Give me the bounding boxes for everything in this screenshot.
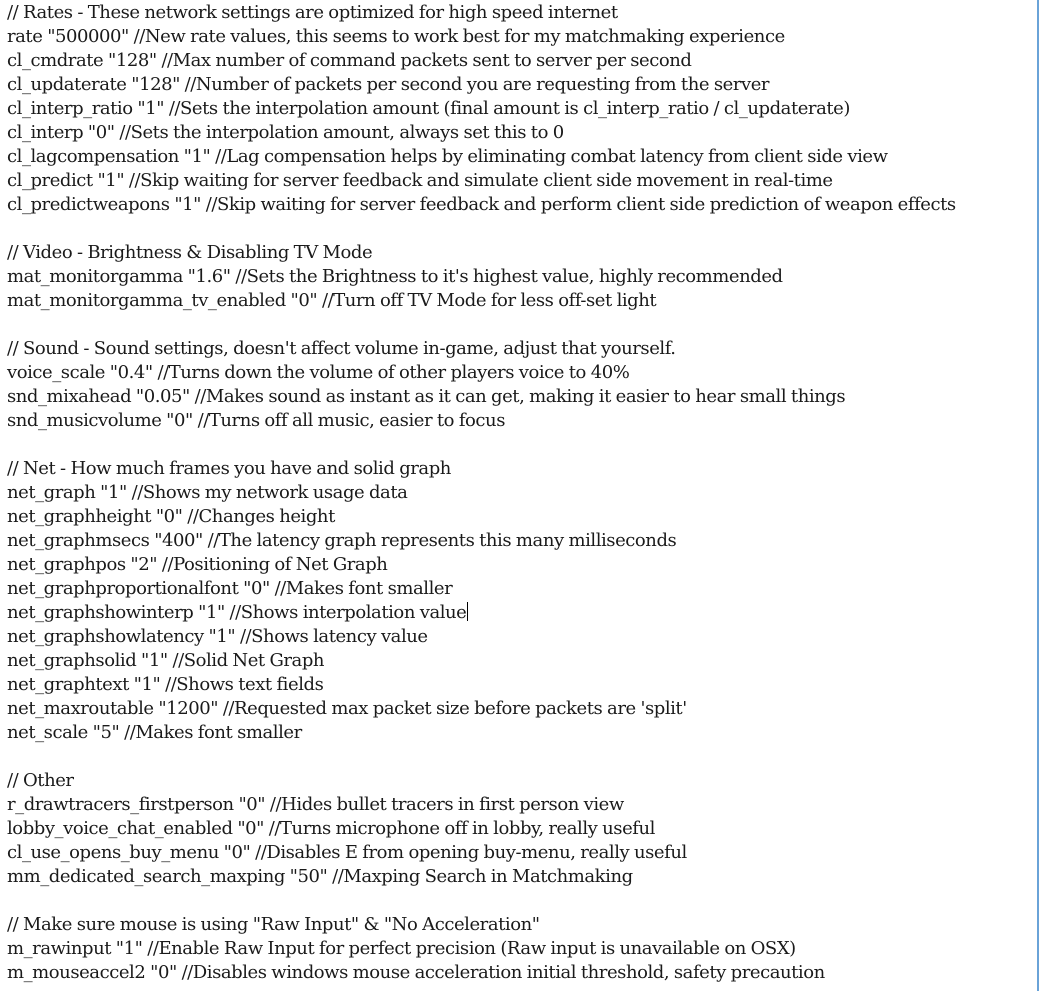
comment-line[interactable] <box>7 1 1037 25</box>
config-line[interactable] <box>7 841 1037 865</box>
config-line[interactable] <box>7 409 1037 433</box>
comment-line[interactable] <box>7 241 1037 265</box>
config-line[interactable] <box>7 865 1037 889</box>
line-text: net_graphmsecs "400" //The latency graph represents this many milliseconds <box>7 530 677 551</box>
line-text: cl_use_opens_buy_menu "0" //Disables E from opening buy-menu, really useful <box>7 842 687 863</box>
blank-line[interactable] <box>7 433 1037 457</box>
blank-line[interactable] <box>7 217 1037 241</box>
line-text: net_graph "1" //Shows my network usage data <box>7 482 408 503</box>
blank-line[interactable] <box>7 889 1037 913</box>
line-text: cl_cmdrate "128" //Max number of command packets sent to server per second <box>7 50 692 71</box>
config-line[interactable] <box>7 937 1037 961</box>
line-text: net_scale "5" //Makes font smaller <box>7 722 302 743</box>
config-line[interactable] <box>7 169 1037 193</box>
line-text: // Net - How much frames you have and solid graph <box>7 458 451 479</box>
blank-line[interactable] <box>7 313 1037 337</box>
line-text: r_drawtracers_firstperson "0" //Hides bullet tracers in first person view <box>7 794 624 815</box>
config-line[interactable] <box>7 673 1037 697</box>
comment-line[interactable] <box>7 913 1037 937</box>
line-text: net_graphshowlatency "1" //Shows latency value <box>7 626 428 647</box>
config-line[interactable] <box>7 265 1037 289</box>
line-text: snd_musicvolume "0" //Turns off all music, easier to focus <box>7 410 505 431</box>
line-text: cl_interp "0" //Sets the interpolation amount, always set this to 0 <box>7 122 564 143</box>
config-line[interactable] <box>7 577 1037 601</box>
line-text: // Video - Brightness & Disabling TV Mode <box>7 242 373 263</box>
line-text: voice_scale "0.4" //Turns down the volume of other players voice to 40% <box>7 362 630 383</box>
line-text: lobby_voice_chat_enabled "0" //Turns microphone off in lobby, really useful <box>7 818 655 839</box>
config-line[interactable] <box>7 961 1037 985</box>
config-line[interactable] <box>7 817 1037 841</box>
line-text: cl_interp_ratio "1" //Sets the interpolation amount (final amount is cl_interp_ratio / cl_updaterate) <box>7 98 850 119</box>
line-text: cl_predictweapons "1" //Skip waiting for server feedback and perform client side prediction of weapon effects <box>7 194 956 215</box>
line-text: cl_updaterate "128" //Number of packets per second you are requesting from the server <box>7 74 770 95</box>
comment-line[interactable] <box>7 457 1037 481</box>
config-line[interactable] <box>7 505 1037 529</box>
config-line[interactable] <box>7 697 1037 721</box>
text-caret <box>467 602 468 621</box>
line-text: net_graphtext "1" //Shows text fields <box>7 674 324 695</box>
line-text: // Other <box>7 770 74 791</box>
line-text: // Rates - These network settings are optimized for high speed internet <box>7 2 618 23</box>
config-line[interactable] <box>7 625 1037 649</box>
line-text: cl_lagcompensation "1" //Lag compensation helps by eliminating combat latency from client side view <box>7 146 888 167</box>
comment-line[interactable] <box>7 769 1037 793</box>
config-line[interactable] <box>7 361 1037 385</box>
line-text: m_mouseaccel2 "0" //Disables windows mouse acceleration initial threshold, safety precaution <box>7 962 825 983</box>
config-line[interactable] <box>7 73 1037 97</box>
config-line[interactable] <box>7 721 1037 745</box>
editor-text-content[interactable] <box>7 1 1037 985</box>
blank-line[interactable] <box>7 745 1037 769</box>
config-line[interactable] <box>7 481 1037 505</box>
config-line[interactable] <box>7 793 1037 817</box>
line-text: mat_monitorgamma_tv_enabled "0" //Turn off TV Mode for less off-set light <box>7 290 657 311</box>
line-text: net_maxroutable "1200" //Requested max packet size before packets are 'split' <box>7 698 687 719</box>
line-text: net_graphheight "0" //Changes height <box>7 506 335 527</box>
line-text: net_graphshowinterp "1" //Shows interpolation value <box>7 602 467 623</box>
line-text: net_graphsolid "1" //Solid Net Graph <box>7 650 325 671</box>
config-line[interactable] <box>7 145 1037 169</box>
line-text: // Make sure mouse is using "Raw Input" & "No Acceleration" <box>7 914 540 935</box>
line-text: snd_mixahead "0.05" //Makes sound as instant as it can get, making it easier to hear small things <box>7 386 846 407</box>
config-line[interactable] <box>7 289 1037 313</box>
line-text: mat_monitorgamma "1.6" //Sets the Brightness to it's highest value, highly recommended <box>7 266 783 287</box>
config-line[interactable] <box>7 649 1037 673</box>
config-line[interactable] <box>7 49 1037 73</box>
line-text: net_graphpos "2" //Positioning of Net Graph <box>7 554 388 575</box>
editor-right-border <box>1037 0 1039 991</box>
line-text: net_graphproportionalfont "0" //Makes font smaller <box>7 578 453 599</box>
comment-line[interactable] <box>7 337 1037 361</box>
config-line[interactable] <box>7 601 1037 625</box>
config-line[interactable] <box>7 193 1037 217</box>
config-line[interactable] <box>7 529 1037 553</box>
line-text: mm_dedicated_search_maxping "50" //Maxping Search in Matchmaking <box>7 866 633 887</box>
config-line[interactable] <box>7 553 1037 577</box>
line-text: cl_predict "1" //Skip waiting for server feedback and simulate client side movement in real-time <box>7 170 833 191</box>
config-line[interactable] <box>7 385 1037 409</box>
line-text: // Sound - Sound settings, doesn't affect volume in-game, adjust that yourself. <box>7 338 676 359</box>
line-text: m_rawinput "1" //Enable Raw Input for perfect precision (Raw input is unavailable on OSX) <box>7 938 796 959</box>
config-line[interactable] <box>7 97 1037 121</box>
config-line[interactable] <box>7 121 1037 145</box>
config-line[interactable] <box>7 25 1037 49</box>
line-text: rate "500000" //New rate values, this seems to work best for my matchmaking experience <box>7 26 785 47</box>
